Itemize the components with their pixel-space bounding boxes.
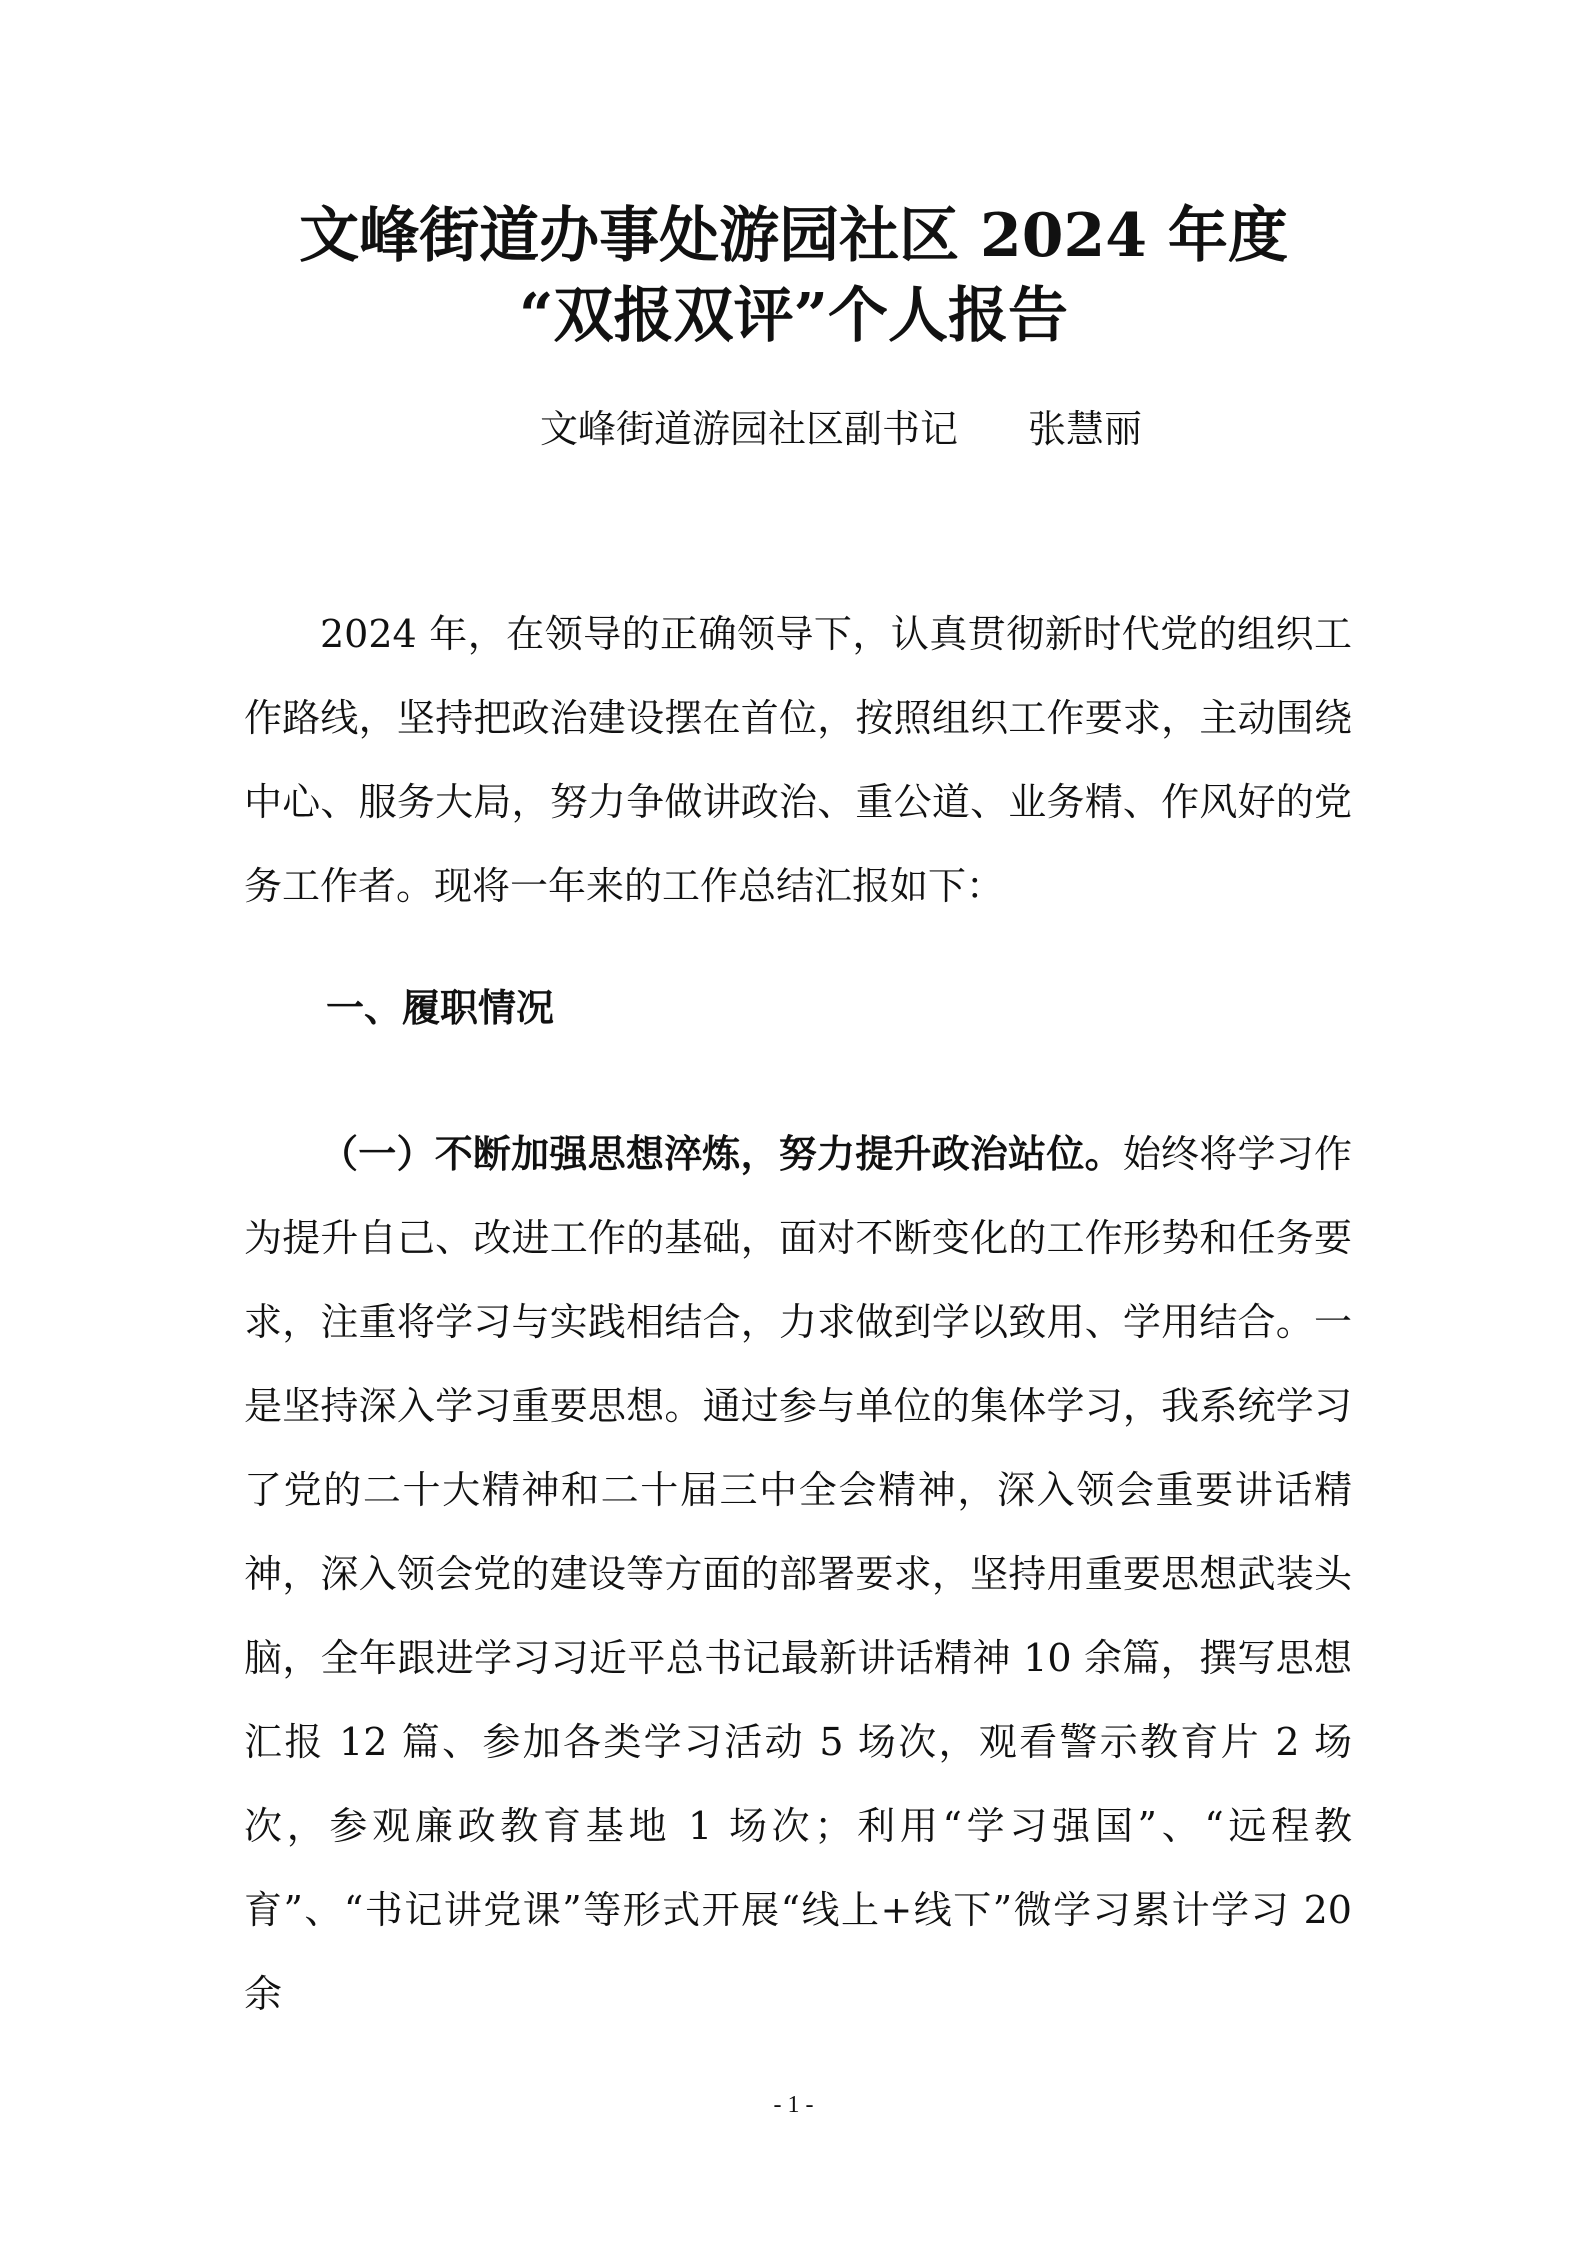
section-heading-performance: 一、履职情况 (326, 986, 555, 1030)
subsection-paragraph (244, 1112, 1352, 2036)
author-name: 张慧丽 (1028, 407, 1143, 451)
subsection-body: 始终将学习作为提升自己、改进工作的基础，面对不断变化的工作形势和任务要求，注重将学习与实践相结合，力求做到学以致用、学用结合。一是坚持深入学习重要思想。通过参与单位的集体学习，我系统学习了党的二十大精神和二十届三中全会精神，深入领会重要讲话精神，深入领会党的建设等方面的部署要求，坚持用重要思想武装头脑，全年跟进学习习近平总书记最新讲话精神 10 余篇，撰写思想汇报 12 篇、参加各类学习活动 5 场次，观看警示教育片 2 场次，参观廉政教育基地 1 场次；利用“学习强国”、“远程教育”、“书记讲党课”等形式开展“线上+线下”微学习累计学习 20 余 (244, 1132, 1352, 2016)
author-byline (540, 404, 1142, 454)
page-number: - 1 - (773, 2092, 814, 2118)
document-title-line2: “双报双评”个人报告 (518, 281, 1069, 351)
document-title-line1: 文峰街道办事处游园社区 2024 年度 (299, 201, 1288, 271)
author-position: 文峰街道游园社区副书记 (540, 407, 959, 451)
intro-paragraph: 2024 年，在领导的正确领导下，认真贯彻新时代党的组织工作路线，坚持把政治建设摆在首位，按照组织工作要求，主动围绕中心、服务大局，努力争做讲政治、重公道、业务精、作风好的党务工作者。现将一年来的工作总结汇报如下： (244, 612, 1352, 908)
subsection-lead: （一）不断加强思想淬炼，努力提升政治站位。 (320, 1131, 1123, 1176)
